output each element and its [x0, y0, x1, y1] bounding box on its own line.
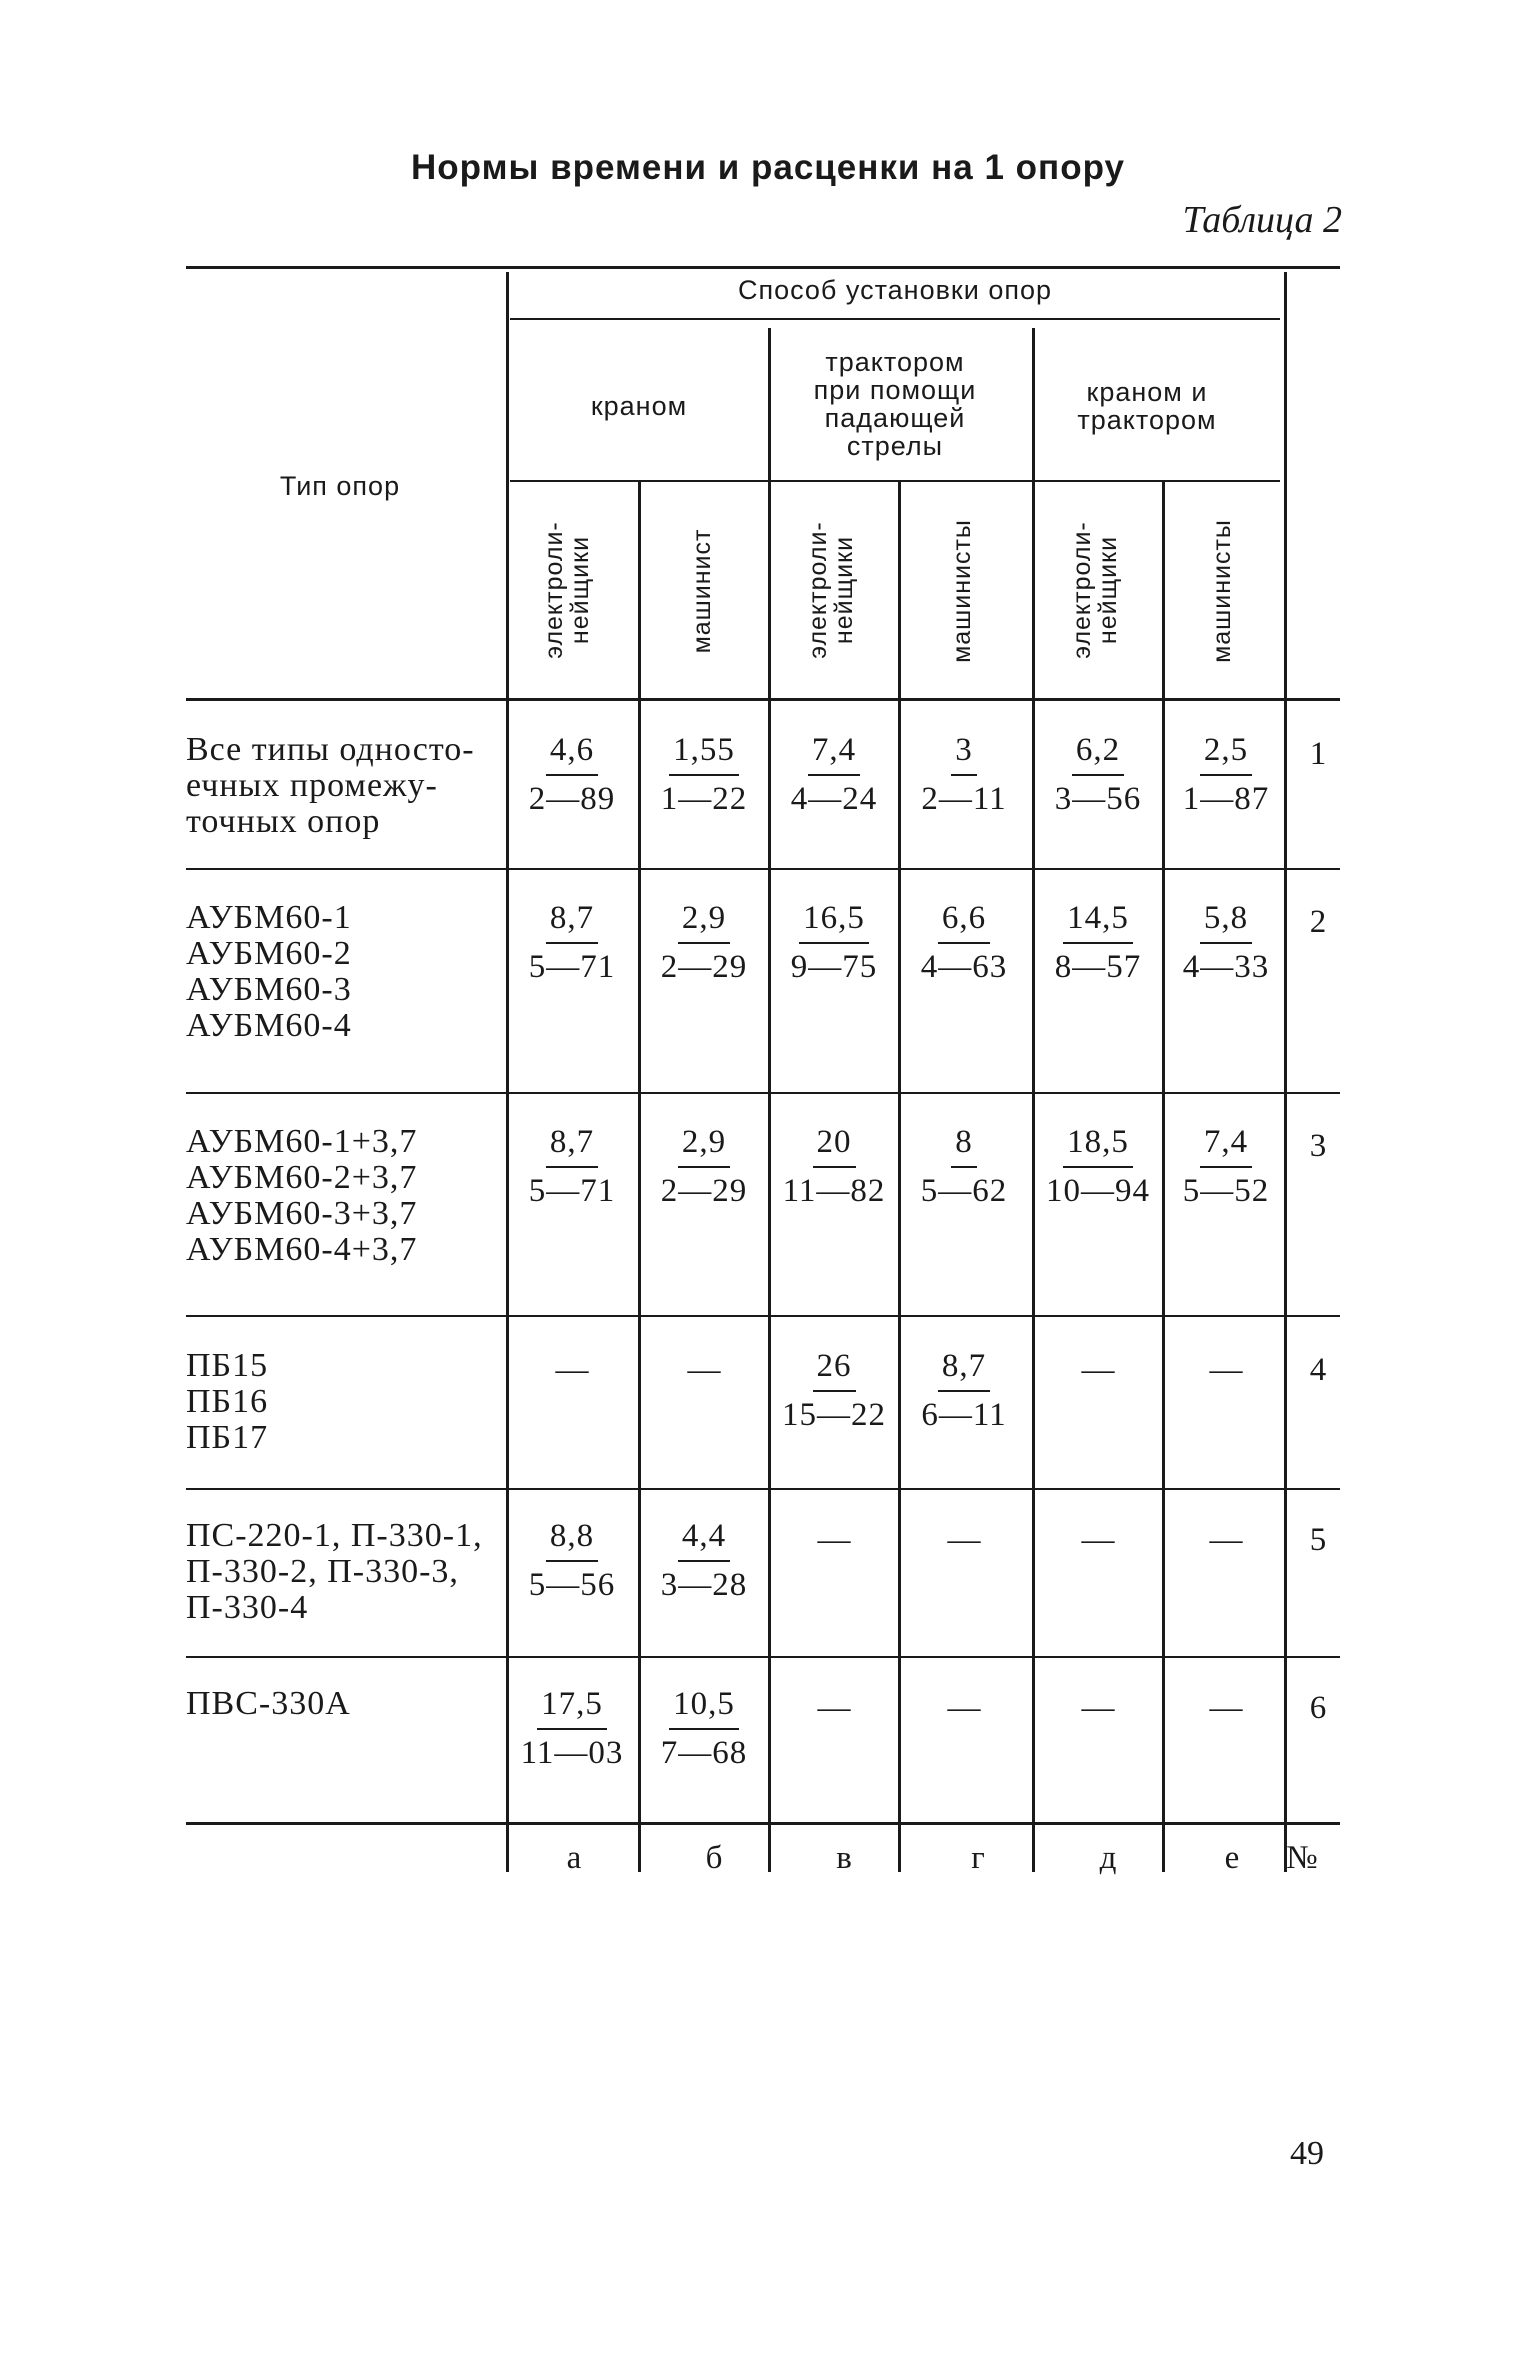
rate-cell [644, 900, 764, 986]
row-number: 4 [1309, 1352, 1327, 1388]
time-norm-value: 16,5 [799, 900, 869, 944]
time-norm-value: 7,4 [808, 732, 860, 776]
time-norm-value: 6,6 [938, 900, 990, 944]
time-norm-value: 14,5 [1063, 900, 1133, 944]
footer-letter-a: а [566, 1840, 582, 1876]
time-norm-value: 4,4 [678, 1518, 730, 1562]
rate-value: 11—82 [782, 1173, 886, 1209]
empty-cell-dash: — [1081, 1690, 1115, 1726]
time-norm-value: 20 [813, 1124, 856, 1168]
rate-value: 10—94 [1046, 1173, 1150, 1209]
table-caption: Таблица 2 [1182, 199, 1342, 241]
rate-value: 5—71 [528, 1173, 616, 1209]
row-label-line: ПБ17 [186, 1419, 269, 1456]
row-label-line: АУБМ60-1+3,7 [186, 1123, 418, 1160]
row-rule-4 [186, 1488, 1340, 1490]
time-norm-value: 8,7 [546, 900, 598, 944]
time-norm-value: 4,6 [546, 732, 598, 776]
row-label [186, 1518, 506, 1626]
row-label-line: АУБМ60-4+3,7 [186, 1231, 418, 1268]
row-label-line: АУБМ60-3+3,7 [186, 1195, 418, 1232]
footer-letter-g: г [971, 1840, 985, 1876]
rate-value: 5—56 [528, 1567, 616, 1603]
rate-value: 1—22 [660, 781, 748, 817]
row-label-line: ПБ15 [186, 1347, 269, 1384]
row-rule-3 [186, 1315, 1340, 1317]
rate-value: 6—11 [921, 1397, 1007, 1433]
empty-cell-dash: — [817, 1522, 851, 1558]
rate-cell [904, 1348, 1024, 1434]
time-norm-value: 3 [951, 732, 977, 776]
subcol-header-d: электроли- нейщики [1068, 521, 1122, 659]
col-rule-d [1032, 328, 1035, 1872]
rate-cell [774, 732, 894, 818]
row-label-line: П-330-2, П-330-3, [186, 1553, 459, 1590]
group-header-crane-tractor: краном и трактором [1077, 377, 1217, 435]
time-norm-value: 2,5 [1200, 732, 1252, 776]
row-label-line: точных опор [186, 803, 381, 840]
rate-value: 5—62 [920, 1173, 1008, 1209]
empty-cell-dash: — [817, 1690, 851, 1726]
row-rule-1 [186, 868, 1340, 870]
rate-value: 2—11 [921, 781, 1007, 817]
time-norm-value: 6,2 [1072, 732, 1124, 776]
col-rule-v [768, 328, 771, 1872]
row-label [186, 1686, 506, 1722]
rate-value: 2—29 [660, 1173, 748, 1209]
col-rule-num [1284, 272, 1287, 1872]
row-number: 1 [1309, 736, 1327, 772]
row-label [186, 1124, 506, 1268]
rate-value: 3—28 [660, 1567, 748, 1603]
rate-cell [644, 1518, 764, 1604]
footer-letter-d: д [1099, 1840, 1117, 1876]
row-number: 5 [1309, 1522, 1327, 1558]
method-group-header: Способ установки опор [737, 275, 1053, 305]
row-rule-5 [186, 1656, 1340, 1658]
row-label [186, 732, 506, 840]
rate-value: 7—68 [660, 1735, 748, 1771]
empty-cell-dash: — [1209, 1352, 1243, 1388]
row-rule-2 [186, 1092, 1340, 1094]
rate-value: 15—22 [782, 1397, 886, 1433]
table-top-rule [186, 266, 1340, 269]
empty-cell-dash: — [687, 1352, 721, 1388]
time-norm-value: 8,7 [546, 1124, 598, 1168]
rate-value: 8—57 [1054, 949, 1142, 985]
row-label-line: АУБМ60-2+3,7 [186, 1159, 418, 1196]
subcol-header-e: машинисты [1208, 519, 1236, 663]
subcol-header-g: машинисты [948, 519, 976, 663]
rate-value: 1—87 [1182, 781, 1270, 817]
method-group-rule [510, 318, 1280, 320]
row-label-line: АУБМ60-4 [186, 1007, 352, 1044]
row-label-line: ПС-220-1, П-330-1, [186, 1517, 483, 1554]
rate-cell [512, 1124, 632, 1210]
rate-cell [644, 1124, 764, 1210]
time-norm-value: 1,55 [669, 732, 739, 776]
row-number: 2 [1309, 904, 1327, 940]
rate-value: 4—33 [1182, 949, 1270, 985]
rate-cell [904, 900, 1024, 986]
row-label-line: П-330-4 [186, 1589, 309, 1626]
row-label-line: АУБМ60-1 [186, 899, 352, 936]
rate-cell [512, 732, 632, 818]
row-number: 6 [1309, 1690, 1327, 1726]
time-norm-value: 18,5 [1063, 1124, 1133, 1168]
time-norm-value: 2,9 [678, 1124, 730, 1168]
type-column-header: Тип опор [279, 471, 401, 501]
empty-cell-dash: — [1209, 1690, 1243, 1726]
rate-cell [512, 1518, 632, 1604]
rate-value: 2—89 [528, 781, 616, 817]
time-norm-value: 26 [813, 1348, 856, 1392]
rate-value: 2—29 [660, 949, 748, 985]
row-label-line: ПВС-330А [186, 1685, 351, 1722]
rate-cell [904, 732, 1024, 818]
row-label-line: ПБ16 [186, 1383, 269, 1420]
page-number: 49 [1290, 2135, 1324, 2172]
rate-cell [1166, 1124, 1286, 1210]
row-label-line: АУБМ60-3 [186, 971, 352, 1008]
footer-letter-b: б [705, 1840, 723, 1876]
empty-cell-dash: — [1081, 1522, 1115, 1558]
rate-cell [774, 900, 894, 986]
rate-value: 4—24 [790, 781, 878, 817]
empty-cell-dash: — [947, 1690, 981, 1726]
rate-value: 5—52 [1182, 1173, 1270, 1209]
rate-value: 9—75 [790, 949, 878, 985]
time-norm-value: 10,5 [669, 1686, 739, 1730]
row-label-line: ечных промежу- [186, 767, 438, 804]
time-norm-value: 5,8 [1200, 900, 1252, 944]
time-norm-value: 8 [951, 1124, 977, 1168]
group-header-crane: краном [590, 391, 688, 421]
footer-letter-e: е [1224, 1840, 1240, 1876]
rate-cell [1038, 1124, 1158, 1210]
col-rule-g [898, 482, 901, 1872]
empty-cell-dash: — [1081, 1352, 1115, 1388]
row-number: 3 [1309, 1128, 1327, 1164]
col-rule-e [1162, 482, 1165, 1872]
time-norm-value: 8,7 [938, 1348, 990, 1392]
time-norm-value: 17,5 [537, 1686, 607, 1730]
rate-value: 3—56 [1054, 781, 1142, 817]
rate-cell [1166, 732, 1286, 818]
rate-value: 4—63 [920, 949, 1008, 985]
row-label [186, 1348, 506, 1456]
footer-letter-number: № [1286, 1840, 1318, 1876]
empty-cell-dash: — [947, 1522, 981, 1558]
header-bottom-rule [186, 698, 1340, 701]
rate-cell [774, 1348, 894, 1434]
empty-cell-dash: — [555, 1352, 589, 1388]
empty-cell-dash: — [1209, 1522, 1243, 1558]
rate-cell [512, 900, 632, 986]
time-norm-value: 8,8 [546, 1518, 598, 1562]
time-norm-value: 2,9 [678, 900, 730, 944]
row-label-line: Все типы односто- [186, 731, 475, 768]
group-header-tractor: трактором при помощи падающей стрелы [813, 347, 977, 461]
rate-value: 5—71 [528, 949, 616, 985]
rate-cell [512, 1686, 632, 1772]
time-norm-value: 7,4 [1200, 1124, 1252, 1168]
row-label-line: АУБМ60-2 [186, 935, 352, 972]
col-rule-b [638, 482, 641, 1872]
rate-cell [1038, 900, 1158, 986]
rate-cell [774, 1124, 894, 1210]
rate-cell [1038, 732, 1158, 818]
rate-cell [904, 1124, 1024, 1210]
footer-letter-v: в [836, 1840, 852, 1876]
subcol-header-b: машинист [688, 528, 716, 654]
rate-cell [644, 732, 764, 818]
col-rule-a [506, 272, 509, 1872]
table-bottom-rule [186, 1822, 1340, 1825]
subcol-header-v: электроли- нейщики [804, 521, 858, 659]
rate-cell [1166, 900, 1286, 986]
row-label [186, 900, 506, 1044]
subcol-header-a: электроли- нейщики [540, 521, 594, 659]
rate-value: 11—03 [520, 1735, 624, 1771]
page-title: Нормы времени и расценки на 1 опору [411, 148, 1125, 187]
rate-cell [644, 1686, 764, 1772]
